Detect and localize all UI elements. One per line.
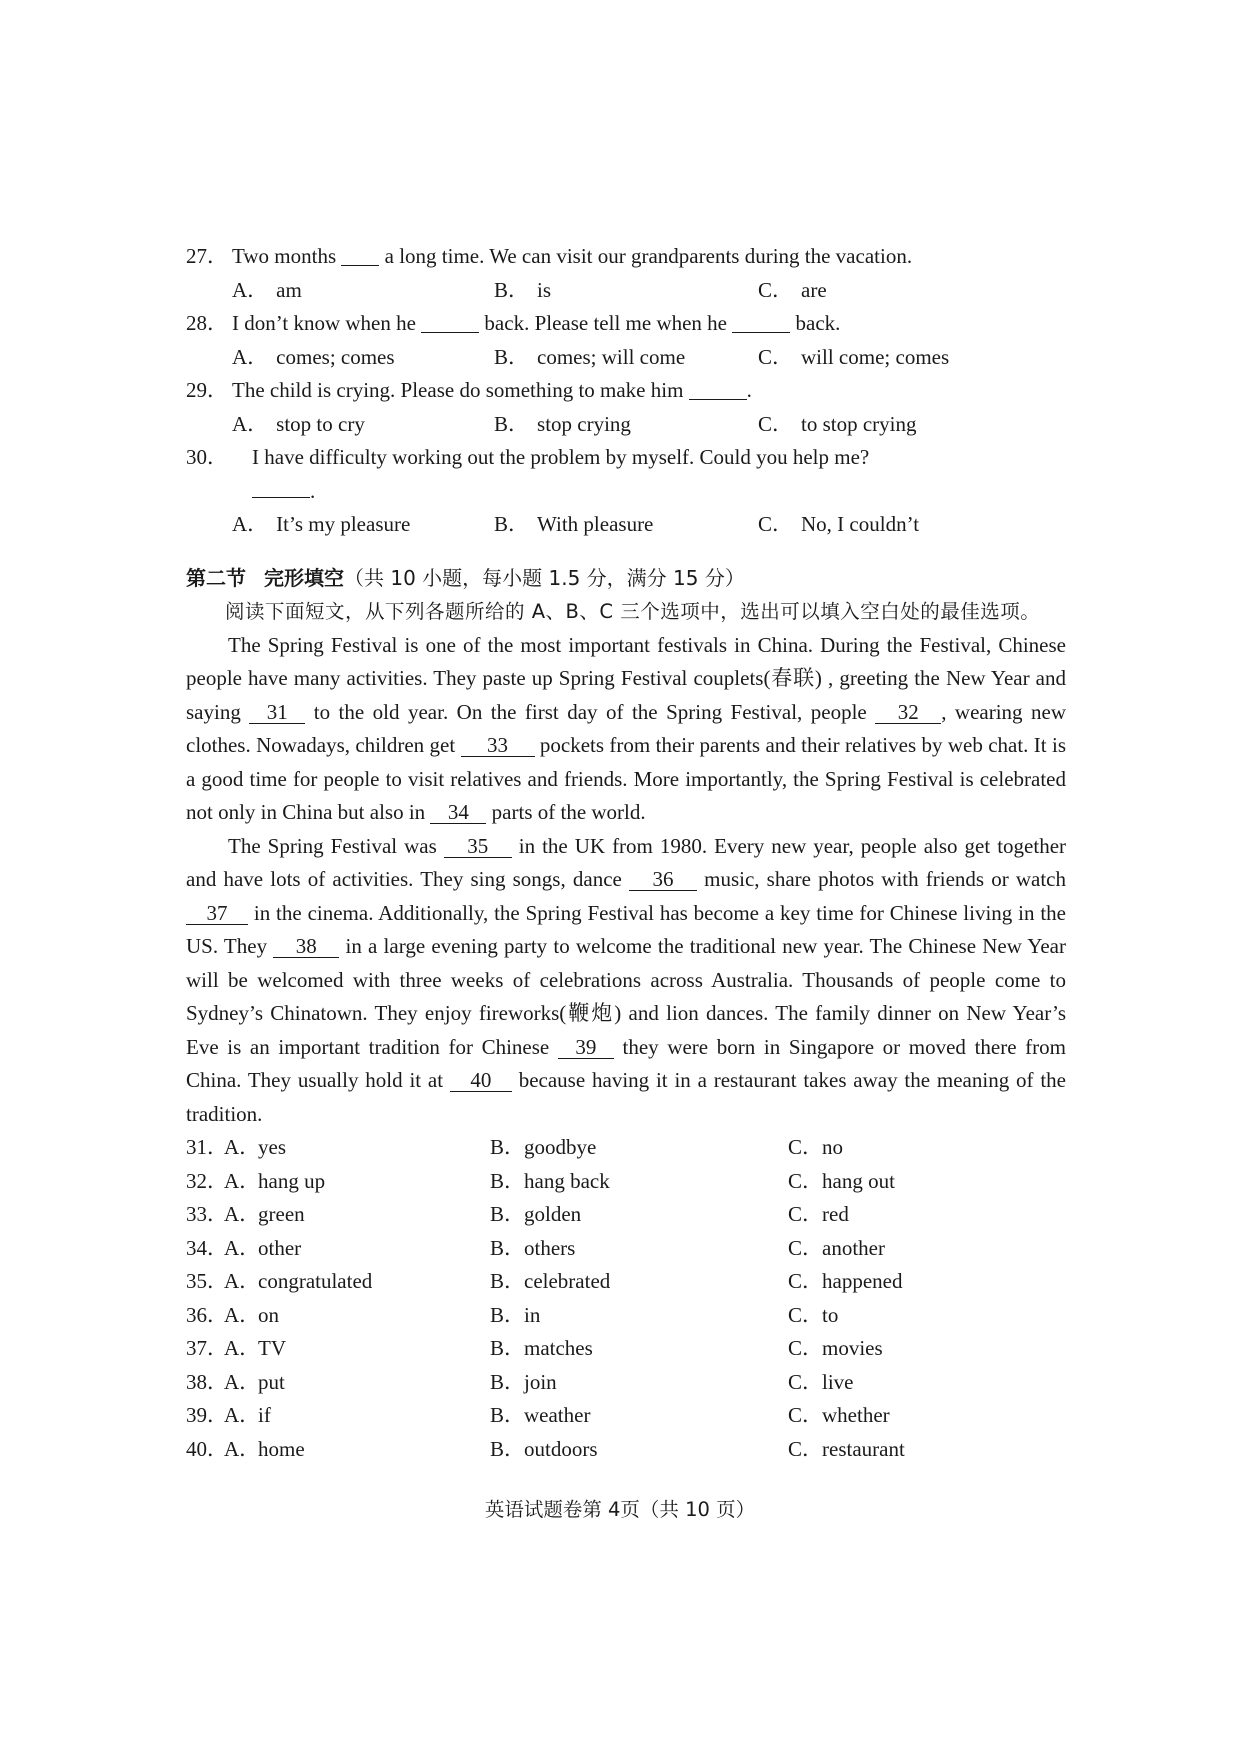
cloze-blank-37: 37	[186, 902, 248, 925]
option-c: C． are	[758, 277, 827, 302]
cloze-option-row: 32． A． hang up B． hang back C． hang out	[186, 1168, 895, 1193]
exam-page	[186, 240, 1066, 1466]
question-stem: The child is crying. Please do something to make him .	[232, 378, 752, 402]
options-27	[186, 274, 1066, 308]
section-instruction: 阅读下面短文，从下列各题所给的 A、B、C 三个选项中，选出可以填入空白处的最佳选项。	[225, 600, 1041, 623]
cloze-option-row: 36． A． on B． in C． to	[186, 1302, 839, 1327]
option-b: B． stop crying	[494, 411, 631, 436]
option-c: C． will come; comes	[758, 344, 950, 369]
cloze-option-row: 37． A． TV B． matches C． movies	[186, 1336, 883, 1360]
cloze-blank-34: 34	[430, 801, 486, 824]
question-stem: I have difficulty working out the problem by myself. Could you help me?	[252, 445, 870, 469]
option-a: A． am	[232, 277, 302, 302]
page-footer: 英语试题卷第 4页（共 10 页）	[484, 1498, 756, 1521]
question-28	[186, 307, 1066, 341]
options-29	[186, 408, 1066, 442]
question-30	[186, 441, 1066, 475]
option-c: C． No, I couldn’t	[758, 512, 920, 536]
answer-blank	[689, 377, 747, 400]
cloze-blank-36: 36	[629, 868, 697, 891]
question-stem: Two months a long time. We can visit our grandparents during the vacation.	[232, 244, 913, 268]
cloze-blank-35: 35	[444, 835, 512, 858]
answer-blank	[341, 243, 379, 266]
cloze-option-row: 39． A． if B． weather C． whether	[186, 1403, 890, 1427]
options-30	[186, 508, 1066, 542]
cloze-options	[186, 1131, 1066, 1466]
cloze-option-row: 35． A． congratulated B． celebrated C． happened	[186, 1269, 903, 1293]
option-a: A． comes; comes	[232, 344, 395, 369]
option-c: C． to stop crying	[758, 411, 917, 436]
cloze-option-row: 38． A． put B． join C． live	[186, 1369, 854, 1394]
cloze-blank-39: 39	[558, 1036, 614, 1059]
cloze-blank-32: 32	[875, 701, 941, 724]
question-number: 29．	[186, 378, 228, 402]
section-subtitle: 完形填空	[264, 565, 344, 590]
option-b: B． With pleasure	[494, 512, 654, 536]
passage-paragraph-1: The Spring Festival is one of the most important festivals in China. During the Festival, Chinese people have many activities. They paste up Spring Festival couplets(春联) , greeting the New Year and saying 31 to the old year. On the first day of the Spring Festival, people 32 , wearing new clothes. Nowadays, children get 33 pockets from their parents and their relatives by web chat. It is a good time for people to visit relatives and friends. More importantly, the Spring Festival is celebrated not only in China but also in 34 parts of the world.	[186, 632, 1067, 824]
cloze-option-row: 40． A． home B． outdoors C． restaurant	[186, 1436, 905, 1461]
cloze-blank-40: 40	[450, 1069, 512, 1092]
option-b: B． is	[494, 277, 552, 302]
section-title: 第二节	[186, 565, 246, 590]
section-heading	[186, 562, 1066, 596]
answer-blank	[732, 310, 790, 333]
question-number: 28．	[186, 311, 228, 335]
cloze-blank-31: 31	[249, 701, 305, 724]
section-points: （共 10 小题，每小题 1.5 分，满分 15 分）	[344, 565, 745, 590]
question-number: 30．	[186, 445, 228, 469]
answer-blank	[421, 310, 479, 333]
option-a: A． stop to cry	[232, 411, 365, 436]
question-stem: I don’t know when he back. Please tell me when he back.	[232, 311, 841, 335]
option-b: B． comes; will come	[494, 344, 686, 369]
options-28	[186, 341, 1066, 375]
answer-blank	[252, 475, 310, 498]
passage-paragraph-2: The Spring Festival was 35 in the UK from 1980. Every new year, people also get together and have lots of activities. They sing songs, dance 36 music, share photos with friends or watch 37 in the cinema. Additionally, the Spring Festival has become a key time for Chinese living in the US. They 38 in a large evening party to welcome the traditional new year. The Chinese New Year will be welcomed with three weeks of celebrations across Australia. Thousands of people come to Sydney’s Chinatown. They enjoy fireworks(鞭炮) and lion dances. The family dinner on New Year’s Eve is an important tradition for Chinese 39 they were born in Singapore or moved there from China. They usually hold it at 40 because having it in a restaurant takes away the meaning of the tradition.	[186, 833, 1067, 1126]
cloze-option-row: 33． A． green B． golden C． red	[186, 1202, 849, 1226]
question-number: 27．	[186, 244, 228, 268]
cloze-blank-33: 33	[461, 734, 535, 757]
cloze-option-row: 31． A． yes B． goodbye C． no	[186, 1135, 843, 1159]
option-a: A． It’s my pleasure	[232, 512, 411, 536]
question-27	[186, 240, 1066, 274]
cloze-option-row: 34． A． other B． others C． another	[186, 1235, 885, 1260]
answer-line-30: .	[186, 475, 1066, 509]
cloze-blank-38: 38	[273, 935, 339, 958]
question-29	[186, 374, 1066, 408]
